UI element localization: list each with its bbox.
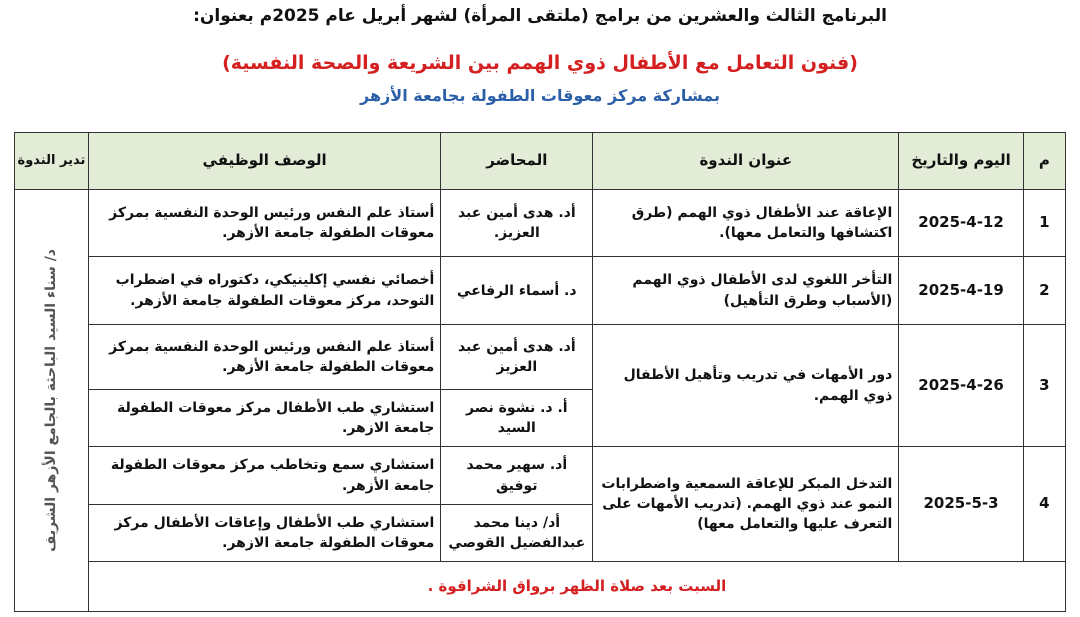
row-date: 2025-4-12 xyxy=(899,190,1024,257)
row-num: 4 xyxy=(1023,447,1065,561)
row-num: 1 xyxy=(1023,190,1065,257)
moderator-cell xyxy=(15,190,89,612)
table-row xyxy=(15,257,1066,324)
program-title: (فنون التعامل مع الأطفال ذوي الهمم بين الشريعة والصحة النفسية) xyxy=(222,52,858,74)
row-title: التدخل المبكر للإعاقة السمعية واضطرابات النمو عند ذوي الهمم. (تدريب الأمهات على التعرف عليها والتعامل معها) xyxy=(593,447,899,561)
table-row xyxy=(15,324,1066,389)
row-description: استشاري طب الأطفال مركز معوقات الطفولة جامعة الازهر. xyxy=(88,390,440,447)
row-lecturer: د. أسماء الرفاعي xyxy=(441,257,593,324)
row-description: أستاذ علم النفس ورئيس الوحدة النفسية بمركز معوقات الطفولة جامعة الأزهر. xyxy=(88,324,440,389)
row-description: استشاري سمع وتخاطب مركز معوقات الطفولة جامعة الأزهر. xyxy=(88,447,440,504)
row-num: 3 xyxy=(1023,324,1065,447)
header-date: اليوم والتاريخ xyxy=(899,133,1024,190)
row-description: أستاذ علم النفس ورئيس الوحدة النفسية بمركز معوقات الطفولة جامعة الأزهر. xyxy=(88,190,440,257)
row-lecturer: أد. هدى أمين عبد العزيز. xyxy=(441,190,593,257)
row-description: استشاري طب الأطفال وإعاقات الأطفال مركز معوقات الطفولة جامعة الازهر. xyxy=(88,504,440,561)
row-title: دور الأمهات في تدريب وتأهيل الأطفال ذوي الهمم. xyxy=(593,324,899,447)
footer-note: السبت بعد صلاة الظهر برواق الشراقوة . xyxy=(88,561,1065,611)
row-lecturer: أد/ دينا محمد عبدالفضيل القوصي xyxy=(441,504,593,561)
row-title: التأخر اللغوي لدى الأطفال ذوي الهمم (الأسباب وطرق التأهيل) xyxy=(593,257,899,324)
table-footer-row xyxy=(15,561,1066,611)
row-lecturer: أ. د. نشوة نصر السيد xyxy=(441,390,593,447)
table-header-row xyxy=(15,133,1066,190)
table-row xyxy=(15,190,1066,257)
schedule-table xyxy=(14,132,1066,612)
header-title: عنوان الندوة xyxy=(593,133,899,190)
row-description: أخصائي نفسي إكلينيكي، دكتوراه في اضطراب التوحد، مركز معوقات الطفولة جامعة الأزهر. xyxy=(88,257,440,324)
table-row xyxy=(15,447,1066,504)
schedule-table-container xyxy=(14,132,1066,612)
row-date: 2025-5-3 xyxy=(899,447,1024,561)
row-lecturer: أد. هدى أمين عبد العزيز xyxy=(441,324,593,389)
program-subtitle: بمشاركة مركز معوقات الطفولة بجامعة الأزهر xyxy=(360,86,720,105)
row-title: الإعاقة عند الأطفال ذوي الهمم (طرق اكتشافها والتعامل معها). xyxy=(593,190,899,257)
moderator-name: د/ سناء السيد الباحثة بالجامع الأزهر الشريف xyxy=(43,249,60,552)
header-description: الوصف الوظيفي xyxy=(88,133,440,190)
row-num: 2 xyxy=(1023,257,1065,324)
row-date: 2025-4-19 xyxy=(899,257,1024,324)
header-moderator: تدير الندوة xyxy=(15,133,89,190)
header-lecturer: المحاضر xyxy=(441,133,593,190)
header-num: م xyxy=(1023,133,1065,190)
row-date: 2025-4-26 xyxy=(899,324,1024,447)
program-intro-line: البرنامج الثالث والعشرين من برامج (ملتقى المرأة) لشهر أبريل عام 2025م بعنوان: xyxy=(193,6,887,26)
row-lecturer: أد. سهير محمد توفيق xyxy=(441,447,593,504)
